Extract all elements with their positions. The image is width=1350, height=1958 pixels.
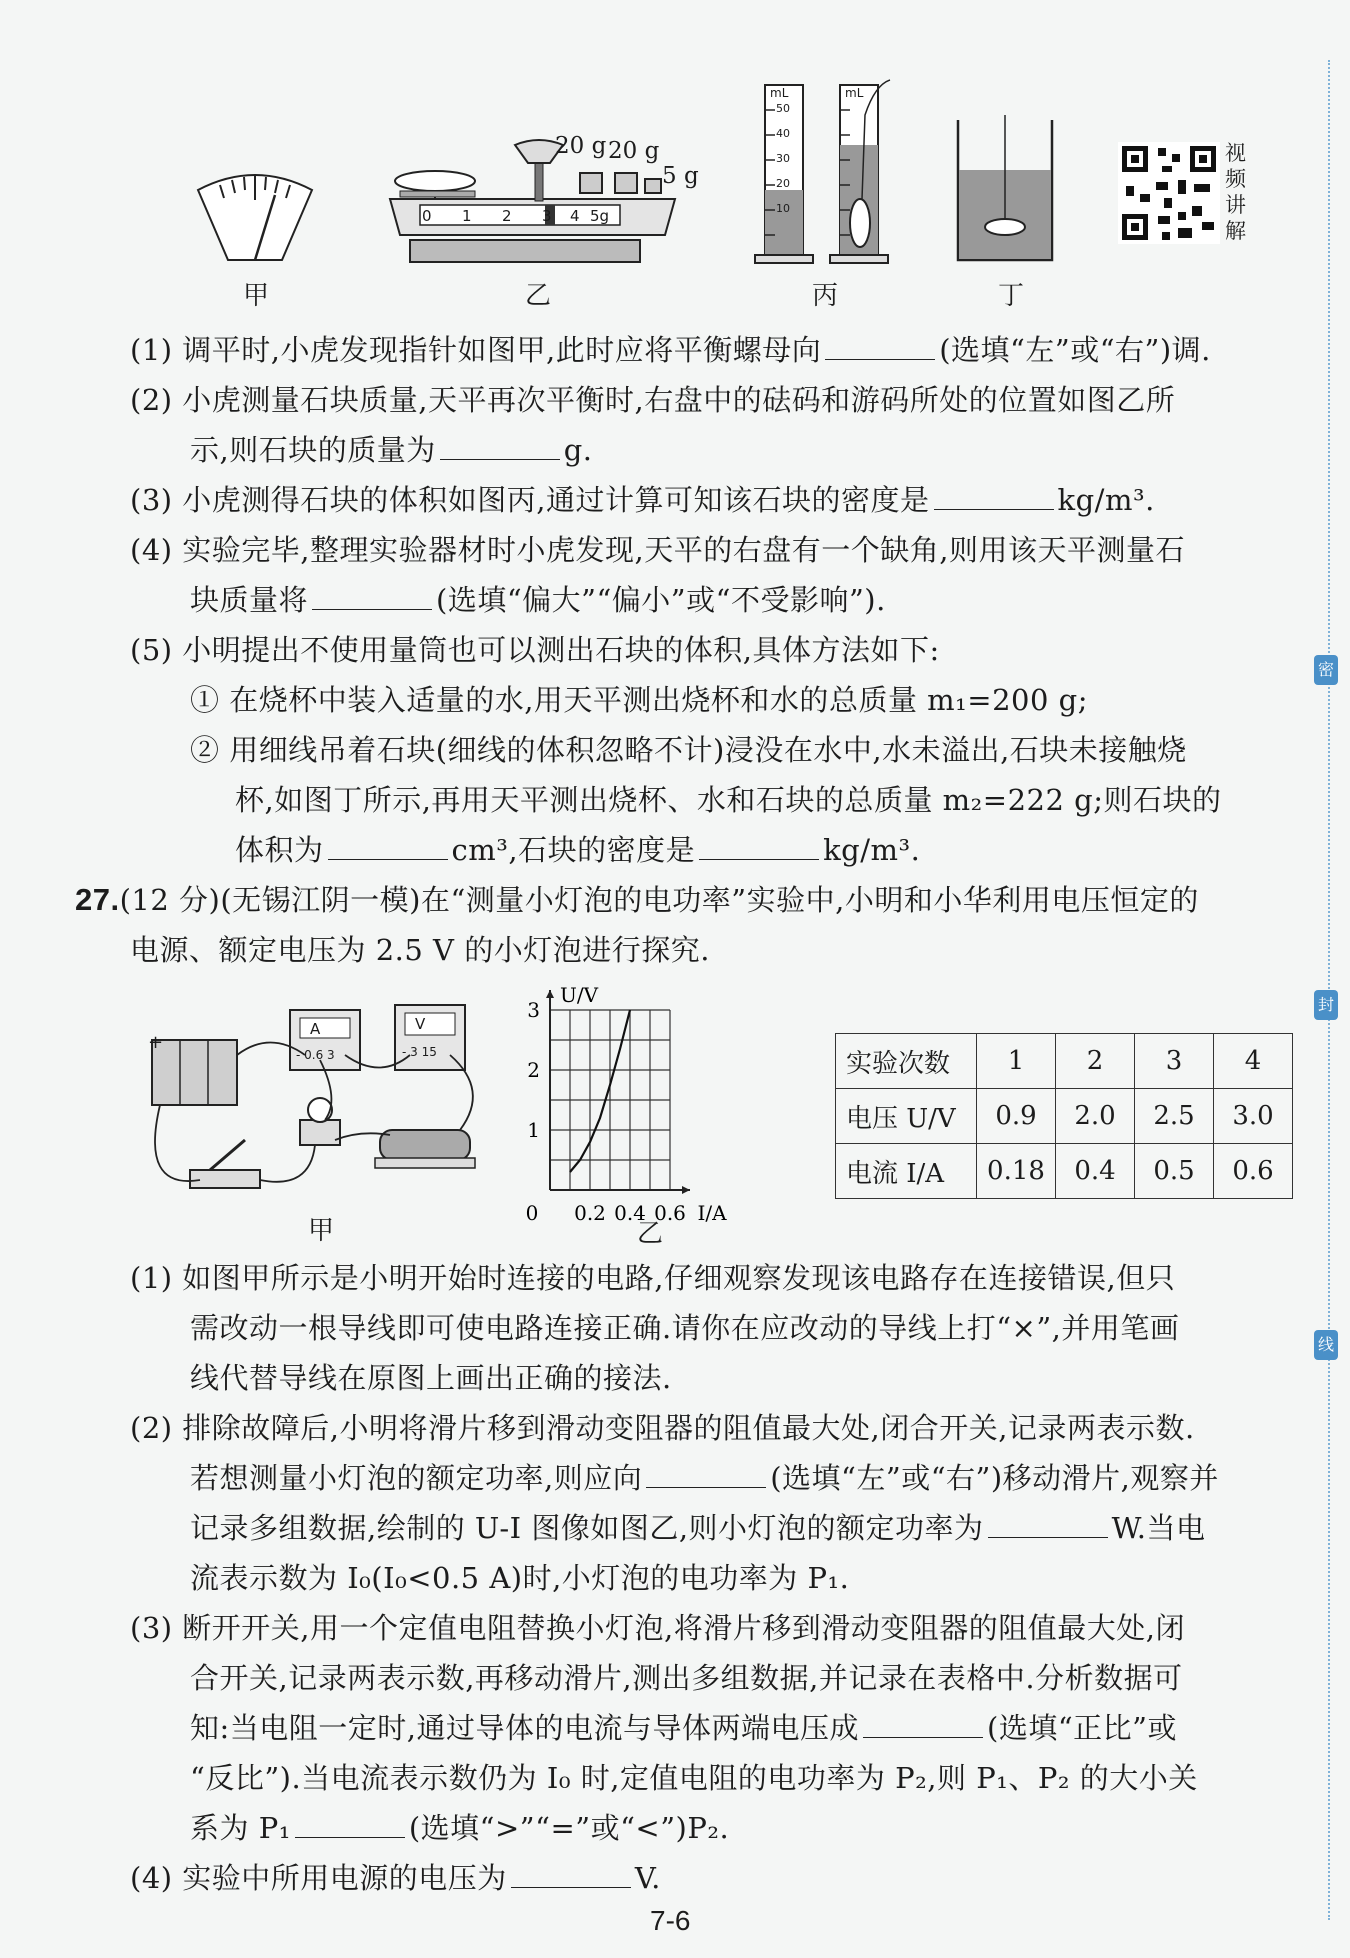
qr-code-icon[interactable] [1118, 142, 1220, 244]
q27-blank-3[interactable] [863, 1709, 983, 1738]
fig-caption-circuit-jia: 甲 [308, 1216, 335, 1246]
cylinder-tick-20: 20 [776, 177, 790, 190]
q26-blank-1[interactable] [825, 331, 935, 360]
side-tab-feng: 封 [1314, 990, 1338, 1020]
table-header-cell: 2 [1056, 1034, 1135, 1089]
q27-blank-2[interactable] [988, 1509, 1108, 1538]
q27-p4: (4) 实验中所用电源的电压为 V. [130, 1861, 661, 1895]
q26-p3: (3) 小虎测得石块的体积如图丙,通过计算可知该石块的密度是 kg/m³. [130, 483, 1155, 517]
fig-caption-chart-yi: 乙 [637, 1219, 664, 1249]
q26-p5-step2-line2: 杯,如图丁所示,再用天平测出烧杯、水和石块的总质量 m₂=222 g;则石块的 [235, 783, 1222, 817]
x-tick-label: 0.4 [614, 1201, 646, 1225]
q27-intro-line1: 27.(12 分)(无锡江阴一模)在“测量小灯泡的电功率”实验中,小明和小华利用电压恒定的 [75, 882, 1199, 917]
fig-caption-bing: 丙 [812, 281, 839, 311]
x-tick-label: 0.6 [654, 1201, 686, 1225]
q27-p3-line3: 知:当电阻一定时,通过导体的电流与导体两端电压成 (选填“正比”或 [190, 1711, 1177, 1745]
q26-p2-line2: 示,则石块的质量为 g. [190, 433, 593, 467]
table-cell: 3.0 [1214, 1089, 1293, 1144]
balance-scale-1: 1 [462, 207, 472, 225]
q27-p2-line3: 记录多组数据,绘制的 U-I 图像如图乙,则小灯泡的额定功率为 W.当电 [190, 1511, 1206, 1545]
weight-label-3: 5 g [662, 163, 699, 189]
q27-p3-line5: 系为 P₁ (选填“>”“=”或“<”)P₂. [190, 1811, 730, 1845]
cylinder-tick-30: 30 [776, 152, 790, 165]
balance-scale-0: 0 [422, 207, 432, 225]
balance-scale-4: 4 [570, 207, 580, 225]
q27-p2-line2: 若想测量小灯泡的额定功率,则应向 (选填“左”或“右”)移动滑片,观察并 [190, 1461, 1219, 1495]
battery-plus-sign: + [148, 1032, 164, 1053]
cylinder-2-unit: mL [845, 86, 864, 100]
table-row [836, 1089, 1293, 1144]
q27-p1-line2: 需改动一根导线即可使电路连接正确.请你在应改动的导线上打“×”,并用笔画 [190, 1311, 1180, 1345]
page-number: 7-6 [650, 1905, 691, 1936]
table-header-cell: 3 [1135, 1034, 1214, 1089]
q27-p1-line3: 线代替导线在原图上画出正确的接法. [190, 1361, 672, 1395]
q27-blank-4[interactable] [295, 1809, 405, 1838]
q26-p4-line2: 块质量将 (选填“偏大”“偏小”或“不受影响”). [190, 583, 886, 617]
fig-caption-jia: 甲 [243, 281, 270, 311]
q27-blank-1[interactable] [646, 1459, 766, 1488]
q26-blank-4[interactable] [312, 581, 432, 610]
q26-p5-step2-line1: ② 用细线吊着石块(细线的体积忽略不计)浸没在水中,水未溢出,石块未接触烧 [190, 733, 1187, 767]
table-cell: 0.4 [1056, 1144, 1135, 1199]
table-cell: 2.0 [1056, 1089, 1135, 1144]
table-header-row [836, 1034, 1293, 1089]
table-cell: 0.18 [977, 1144, 1056, 1199]
cylinder-tick-10: 10 [776, 202, 790, 215]
u-i-chart [510, 985, 780, 1225]
table-cell: 2.5 [1135, 1089, 1214, 1144]
q26-blank-5[interactable] [328, 831, 448, 860]
side-tab-mi: 密 [1314, 655, 1338, 685]
voltmeter-scale: - 3 15 [402, 1045, 437, 1059]
y-tick-label: 2 [527, 1058, 540, 1082]
x-tick-label: 0.2 [574, 1201, 606, 1225]
x-axis-label: I/A [697, 1201, 727, 1225]
q26-blank-3[interactable] [934, 481, 1054, 510]
qr-video-label: 视频讲解 [1225, 141, 1246, 243]
cylinder-tick-40: 40 [776, 127, 790, 140]
q27-p3-line4: “反比”).当电流表示数仍为 I₀ 时,定值电阻的电功率为 P₂,则 P₁、P₂ 的大小关 [190, 1761, 1198, 1795]
y-axis-arrow [546, 990, 554, 998]
table-row [836, 1144, 1293, 1199]
x-tick-label: 0 [525, 1201, 539, 1225]
weight-label-1: 20 g [555, 133, 607, 159]
q26-p4-line1: (4) 实验完毕,整理实验器材时小虎发现,天平的右盘有一个缺角,则用该天平测量石 [130, 533, 1185, 567]
q26-p5-step2-line3: 体积为 cm³,石块的密度是 kg/m³. [235, 833, 921, 867]
q27-p3-line2: 合开关,记录两表示数,再移动滑片,测出多组数据,并记录在表格中.分析数据可 [190, 1661, 1183, 1695]
table-header-cell: 实验次数 [836, 1034, 977, 1089]
q27-p2-line1: (2) 排除故障后,小明将滑片移到滑动变阻器的阻值最大处,闭合开关,记录两表示数. [130, 1411, 1195, 1445]
table-cell: 电流 I/A [836, 1144, 977, 1199]
weight-label-2: 20 g [608, 138, 660, 164]
x-axis-arrow [682, 1186, 690, 1194]
balance-scale-2: 2 [502, 207, 512, 225]
q27-blank-5[interactable] [511, 1859, 631, 1888]
balance-scale-5g: 5g [590, 207, 610, 225]
q27-p3-line1: (3) 断开开关,用一个定值电阻替换小灯泡,将滑片移到滑动变阻器的阻值最大处,闭 [130, 1611, 1185, 1645]
table-cell: 0.9 [977, 1089, 1056, 1144]
balance-scale-3: 3 [542, 207, 552, 225]
graduated-cylinders-figure [750, 75, 910, 270]
q26-p1: (1) 调平时,小虎发现指针如图甲,此时应将平衡螺母向 (选填“左”或“右”)调. [130, 333, 1211, 367]
q27-p1-line1: (1) 如图甲所示是小明开始时连接的电路,仔细观察发现该电路存在连接错误,但只 [130, 1261, 1176, 1295]
series-line-u-i [570, 1010, 630, 1172]
data-table [835, 1033, 1293, 1199]
table-header-cell: 4 [1214, 1034, 1293, 1089]
table-header-cell: 1 [977, 1034, 1056, 1089]
q27-intro-line2: 电源、额定电压为 2.5 V 的小灯泡进行探究. [130, 933, 710, 967]
y-axis-label: U/V [560, 985, 599, 1007]
table-cell: 电压 U/V [836, 1089, 977, 1144]
q26-blank-6[interactable] [699, 831, 819, 860]
q26-p5-intro: (5) 小明提出不使用量筒也可以测出石块的体积,具体方法如下: [130, 633, 940, 667]
beaker-figure [950, 115, 1060, 265]
cylinder-tick-50: 50 [776, 102, 790, 115]
ammeter-scale: - 0.6 3 [296, 1048, 335, 1062]
y-tick-label: 1 [527, 1118, 540, 1142]
table-cell: 0.6 [1214, 1144, 1293, 1199]
fig-caption-ding: 丁 [998, 281, 1025, 311]
q26-p5-step1: ① 在烧杯中装入适量的水,用天平测出烧杯和水的总质量 m₁=200 g; [190, 683, 1088, 717]
q26-p2-line1: (2) 小虎测量石块质量,天平再次平衡时,右盘中的砝码和游码所处的位置如图乙所 [130, 383, 1176, 417]
q27-p2-line4: 流表示数为 I₀(I₀<0.5 A)时,小灯泡的电功率为 P₁. [190, 1561, 850, 1595]
fig-caption-yi: 乙 [525, 281, 552, 311]
q27-number: 27. [75, 882, 120, 917]
pointer-scale-figure [190, 160, 320, 270]
side-tab-xian: 线 [1314, 1330, 1338, 1360]
voltmeter-letter: V [415, 1015, 426, 1033]
ammeter-letter: A [310, 1020, 321, 1038]
table-cell: 0.5 [1135, 1144, 1214, 1199]
q26-blank-2[interactable] [440, 431, 560, 460]
y-tick-label: 3 [527, 998, 540, 1022]
cylinder-1-unit: mL [770, 86, 789, 100]
